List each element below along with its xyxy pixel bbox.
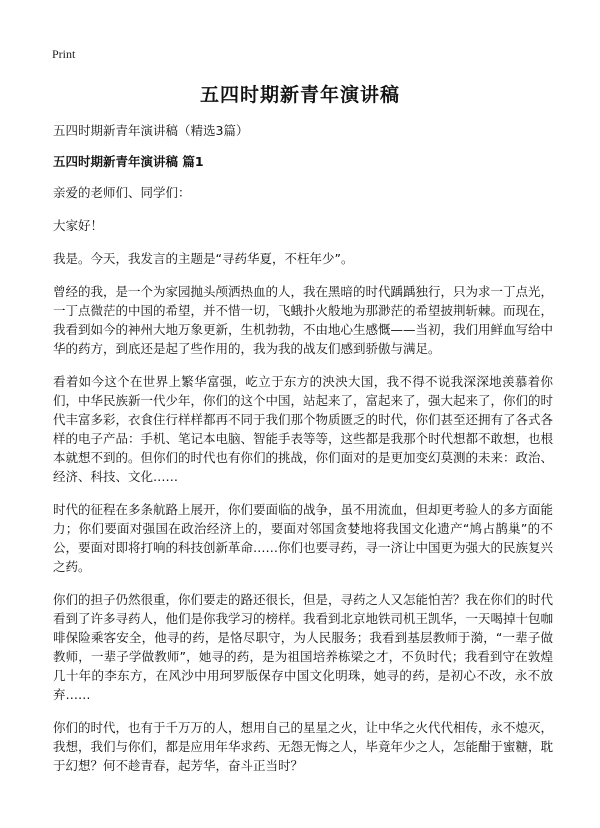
paragraph-hello: 大家好！ bbox=[53, 218, 104, 233]
paragraph: 看着如今这个在世界上繁华富强，屹立于东方的泱泱大国，我不得不说我深深地羡慕着你们，中华民族新一代少年，你们的这个中国，站起来了，富起来了，强大起来了，你们的时代丰富多彩，衣食住行样样都再不同于我们那个物质匮乏的时代，你们甚至还拥有了各式各样的电子产品：手机、笔记本电脑、智能手表等等，这些都是我那个时代想都不敢想，也根本就想不到的。但你们的时代也有你们的挑战，你们面对的是更加变幻莫测的未来：政治、经济、科技、文化…… bbox=[53, 374, 554, 484]
paragraph: 曾经的我，是一个为家园抛头颅洒热血的人，我在黑暗的时代踽踽独行，只为求一丁点光，一丁点微茫的中国的希望，并不惜一切，飞蛾扑火般地为那渺茫的希望披荆斩棘。而现在，我看到如今的神州大地万象更新，生机勃勃，不由地心生感慨——当初，我们用鲜血写给中华的药方，到底还是起了些作用的，我为我的战友们感到骄傲与满足。 bbox=[53, 284, 554, 356]
document-subtitle: 五四时期新青年演讲稿（精选3篇） bbox=[53, 123, 249, 138]
paragraph: 你们的时代，也有于千万万的人，想用自己的星星之火，让中华之火代代相传，永不熄灭，我想，我们与你们，都是应用年华求药、无怨无悔之人，毕竟年少之人，怎能酣于蜜糖，耽于幻想？何不趁青春，起芳华，奋斗正当时？ bbox=[53, 720, 554, 773]
section-heading: 五四时期新青年演讲稿 篇1 bbox=[53, 154, 204, 169]
paragraph: 你们的担子仍然很重，你们要走的路还很长，但是，寻药之人又怎能怕苦？我在你们的时代看到了许多寻药人，他们是你我学习的榜样。我看到北京地铁司机王凯华，一天喝掉十包咖啡保险乘客安全，他寻的药，是恪尽职守，为人民服务；我看到基层教师于漪，“一辈子做教师，一辈子学做教师”，她寻的药，是为祖国培养栋梁之才，不负时代；我看到守在敦煌几十年的李东方，在风沙中用珂罗版保存中国文化明珠，她寻的药，是初心不改，永不放弃…… bbox=[53, 592, 554, 702]
paragraph-topic: 我是。今天，我发言的主题是“寻药华夏，不枉年少”。 bbox=[53, 251, 354, 266]
document-title: 五四时期新青年演讲稿 bbox=[199, 84, 400, 106]
paragraph: 时代的征程在多条航路上展开，你们要面临的战争，虽不用流血，但却更考验人的多方面能力；你们要面对强国在政治经济上的，要面对邻国贪婪地将我国文化遗产“鸠占鹊巢”的不公，要面对即将打响的科技创新革命……你们也要寻药，寻一济让中国更为强大的民族复兴之药。 bbox=[53, 502, 554, 574]
print-label: Print bbox=[52, 47, 76, 61]
document-body bbox=[53, 183, 553, 789]
paragraph-greeting: 亲爱的老师们、同学们： bbox=[53, 185, 191, 200]
